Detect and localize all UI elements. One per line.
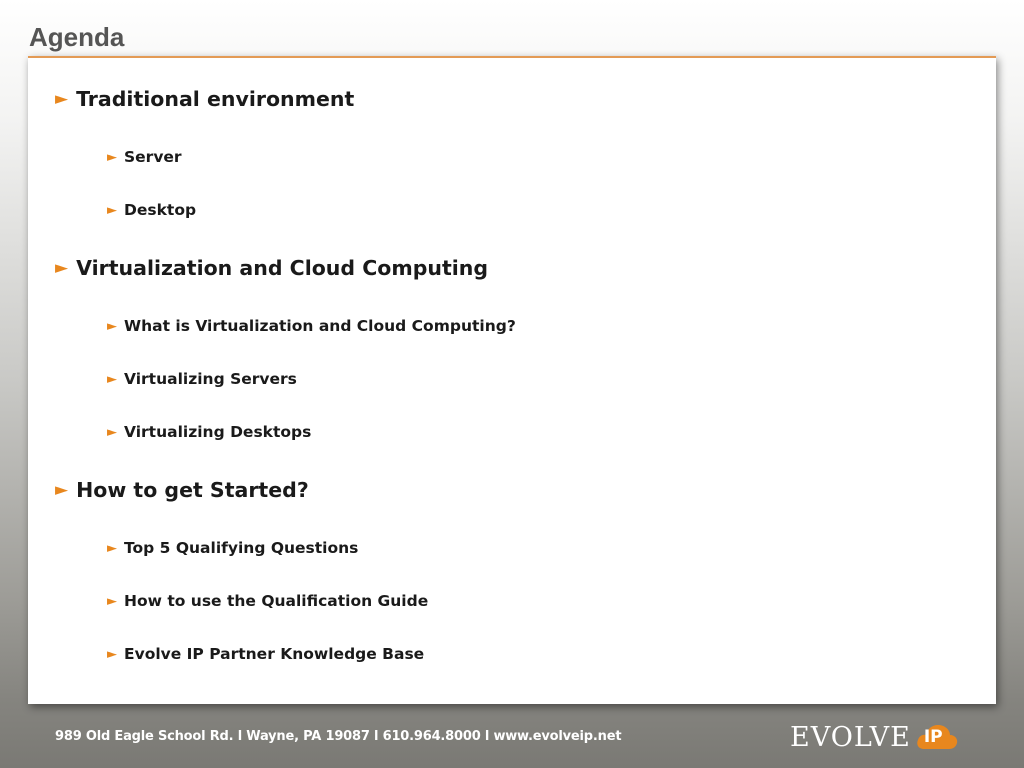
item-label: Top 5 Qualifying Questions [124, 539, 359, 557]
footer-address: 989 Old Eagle School Rd. l Wayne, PA 19087 l 610.964.8000 l www.evolveip.net [55, 729, 622, 744]
logo-word: EVOLVE [790, 721, 911, 753]
cloud-icon [915, 722, 959, 752]
item-label: Evolve IP Partner Knowledge Base [124, 645, 425, 663]
agenda-panel [28, 56, 996, 704]
agenda-section-virtualization [55, 256, 488, 280]
item-label: Virtualizing Desktops [124, 423, 312, 441]
item-label: Virtualizing Servers [124, 370, 297, 388]
bullet-arrow-icon: ► [107, 372, 117, 387]
bullet-arrow-icon: ► [107, 425, 117, 440]
bullet-arrow-icon: ► [55, 258, 69, 278]
agenda-item-desktop [107, 201, 196, 219]
agenda-item-qualification-guide [107, 592, 428, 610]
agenda-item-server [107, 148, 182, 166]
bullet-arrow-icon: ► [55, 480, 69, 500]
item-label: Desktop [124, 201, 197, 219]
bullet-arrow-icon: ► [107, 203, 117, 218]
agenda-section-traditional [55, 87, 354, 111]
item-label: How to use the Qualification Guide [124, 592, 429, 610]
item-label: Server [124, 148, 182, 166]
evolve-ip-logo [790, 720, 959, 754]
bullet-arrow-icon: ► [55, 89, 69, 109]
agenda-item-knowledge-base [107, 645, 424, 663]
bullet-arrow-icon: ► [107, 647, 117, 662]
logo-badge-text: IP [923, 727, 943, 747]
bullet-arrow-icon: ► [107, 541, 117, 556]
agenda-item-virtualizing-desktops [107, 423, 311, 441]
bullet-arrow-icon: ► [107, 150, 117, 165]
item-label: What is Virtualization and Cloud Computing? [124, 317, 516, 335]
bullet-arrow-icon: ► [107, 594, 117, 609]
slide-title: Agenda [29, 22, 125, 52]
agenda-item-virtualizing-servers [107, 370, 297, 388]
section-label: Traditional environment [76, 87, 355, 111]
agenda-item-what-is-virtualization [107, 317, 516, 335]
section-label: Virtualization and Cloud Computing [76, 256, 489, 280]
agenda-item-qualifying-questions [107, 539, 358, 557]
section-label: How to get Started? [76, 478, 309, 502]
agenda-section-get-started [55, 478, 309, 502]
bullet-arrow-icon: ► [107, 319, 117, 334]
